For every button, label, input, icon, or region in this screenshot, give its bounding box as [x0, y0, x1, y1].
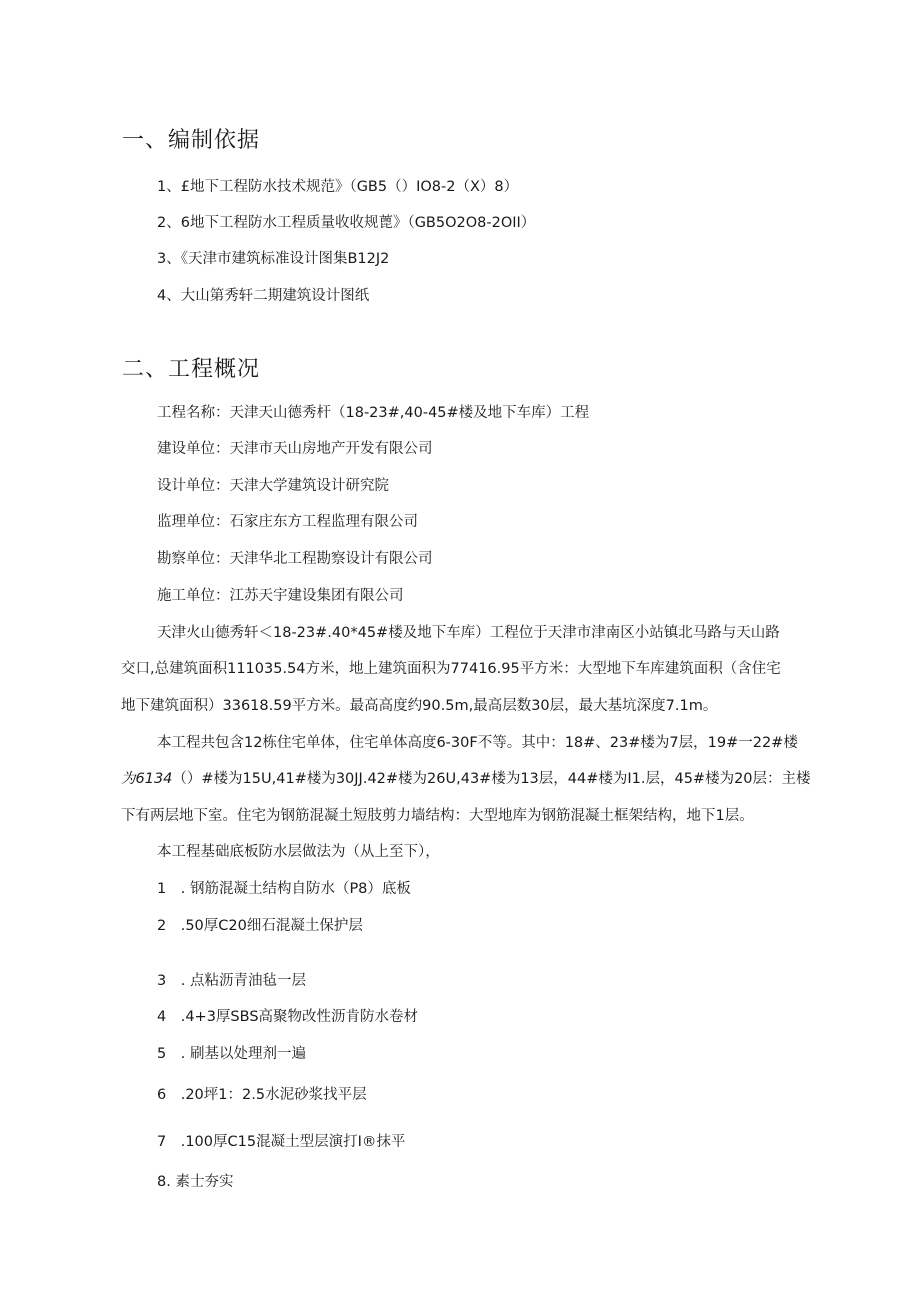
- layer-item-8: 8. 素士夯实: [157, 1174, 234, 1190]
- layer-item-2: 2 .50厚C20细石混凝土保护层: [157, 918, 363, 934]
- supervision-unit: 监理单位：石家庄东方工程监理有限公司: [157, 514, 418, 530]
- buildings-italic-prefix: 为6134: [121, 771, 173, 787]
- contractor-unit: 施工单位：江苏天宇建设集团有限公司: [157, 588, 404, 604]
- overview-paragraph-line-2: 交口,总建筑面积111035.54方米，地上建筑面积为77416.95平方米：大型地下车库建筑面积（含住宅: [121, 661, 781, 677]
- waterproof-intro: 本工程基础底板防水层做法为（从上至下），: [157, 844, 440, 860]
- design-unit: 设计单位：天津大学建筑设计研究院: [157, 478, 389, 494]
- construction-unit: 建设单位：天津市天山房地产开发有限公司: [157, 441, 433, 457]
- project-name: 工程名称：天津天山德秀杆（18-23#,40-45#楼及地下车库）工程: [157, 405, 590, 421]
- buildings-paragraph-line-3: 下有两层地下室。住宅为钢筋混凝土短肢剪力墙结构：大型地库为钢筋混凝土框架结构，地下1层。: [121, 808, 754, 824]
- buildings-paragraph-line-1: 本工程共包含12栋住宅单体，住宅单体高度6-30F不等。其中：18#、23#楼为7层，19#一22#楼: [157, 735, 798, 751]
- overview-paragraph-line-1: 天津火山德秀轩＜18-23#.40*45#楼及地下车库）工程位于天津市津南区小站镇北马路与天山路: [157, 625, 780, 641]
- layer-item-6: 6 .20坪1：2.5水泥砂浆找平层: [157, 1087, 367, 1103]
- basis-item-3: 3、《天津市建筑标准设计图集B12J2: [157, 251, 390, 267]
- buildings-line-2-rest: （）#楼为15U,41#楼为30JJ.42#楼为26U,43#楼为13层，44#楼为I1.层，45#楼为20层：主楼: [172, 771, 811, 787]
- survey-unit: 勘察单位：天津华北工程勘察设计有限公司: [157, 551, 433, 567]
- overview-paragraph-line-3: 地下建筑面积）33618.59平方米。最高高度约90.5m,最高层数30层，最大基坑深度7.1m。: [121, 698, 718, 714]
- layer-item-5: 5 . 刷基以处理剂一遍: [157, 1046, 306, 1062]
- layer-item-7: 7 .100厚C15混凝土型层演打I®抹平: [157, 1134, 406, 1150]
- buildings-paragraph-line-2: [121, 767, 811, 788]
- section-title-overview: 二、工程概况: [122, 357, 261, 382]
- layer-item-4: 4 .4+3厚SBS高聚物改性沥肯防水卷材: [157, 1009, 419, 1025]
- layer-item-1: 1 . 钢筋混凝土结构自防水（P8）底板: [157, 881, 411, 897]
- section-title-basis: 一、编制依据: [122, 128, 261, 153]
- basis-item-1: 1、£地下工程防水技术规范》（GB5（）IO8-2（X）8）: [157, 179, 519, 195]
- basis-item-4: 4、大山第秀轩二期建筑设计图纸: [157, 288, 370, 304]
- basis-item-2: 2、6地下工程防水工程质量收收规蓖》（GB5O2O8-2OII）: [157, 215, 536, 231]
- layer-item-3: 3 . 点粘沥青油毡一层: [157, 973, 306, 989]
